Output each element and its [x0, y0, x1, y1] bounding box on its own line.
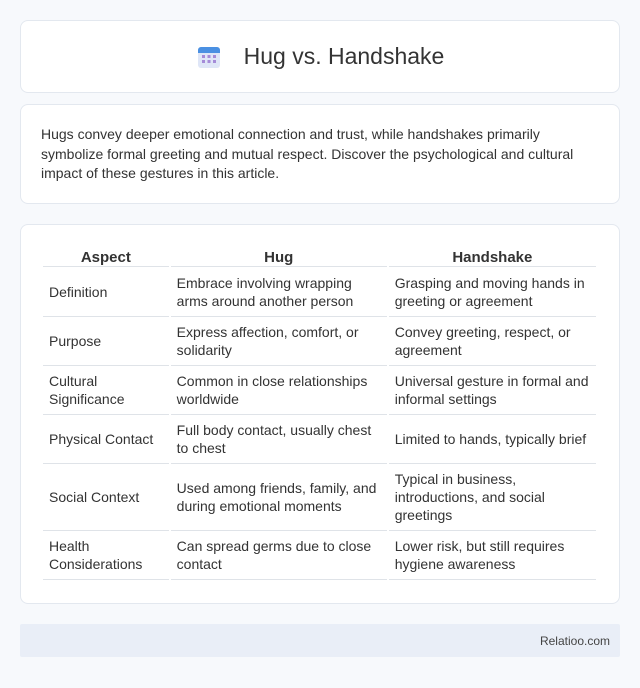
row-handshake: Typical in business, introductions, and social greetings — [389, 464, 596, 531]
table-row — [43, 366, 596, 415]
table-row — [43, 415, 596, 464]
comparison-table — [41, 245, 598, 580]
row-aspect: Health Considerations — [43, 531, 169, 580]
row-handshake: Universal gesture in formal and informal settings — [389, 366, 596, 415]
row-aspect: Physical Contact — [43, 415, 169, 464]
row-aspect: Social Context — [43, 464, 169, 531]
footer-site-label: Relatioo.com — [539, 633, 610, 648]
row-handshake: Convey greeting, respect, or agreement — [389, 317, 596, 366]
row-handshake: Lower risk, but still requires hygiene awareness — [389, 531, 596, 580]
page-title: Hug vs. Handshake — [243, 43, 445, 69]
row-hug: Full body contact, usually chest to chest — [171, 415, 387, 464]
row-hug: Common in close relationships worldwide — [171, 366, 387, 415]
table-row — [43, 267, 596, 317]
intro-text: Hugs convey deeper emotional connection and trust, while handshakes primarily symbolize formal greeting and mutual respect. Discover the psychological and cultural impact of these gestures in this article. — [41, 126, 574, 181]
table-row — [43, 531, 596, 580]
row-hug: Can spread germs due to close contact — [171, 531, 387, 580]
header-handshake: Handshake — [389, 245, 596, 267]
table-row — [43, 464, 596, 531]
row-handshake: Limited to hands, typically brief — [389, 415, 596, 464]
row-handshake: Grasping and moving hands in greeting or agreement — [389, 267, 596, 317]
comparison-card — [20, 224, 620, 604]
row-hug: Embrace involving wrapping arms around another person — [171, 267, 387, 317]
intro-card — [20, 104, 620, 204]
table-header-row — [43, 245, 596, 267]
header-aspect: Aspect — [43, 245, 169, 267]
header-hug: Hug — [171, 245, 387, 267]
calendar-icon — [196, 44, 222, 70]
row-aspect: Definition — [43, 267, 169, 317]
row-aspect: Cultural Significance — [43, 366, 169, 415]
row-aspect: Purpose — [43, 317, 169, 366]
row-hug: Used among friends, family, and during emotional moments — [171, 464, 387, 531]
table-row — [43, 317, 596, 366]
header-card — [20, 20, 620, 93]
footer — [20, 624, 620, 657]
row-hug: Express affection, comfort, or solidarity — [171, 317, 387, 366]
